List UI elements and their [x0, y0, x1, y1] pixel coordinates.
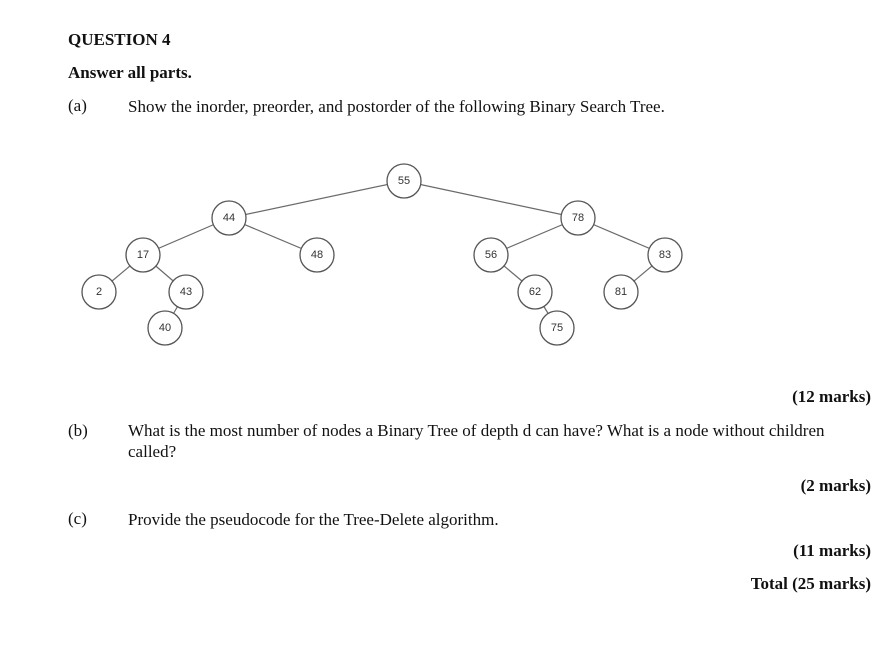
tree-node-2 [82, 275, 116, 309]
part-b-marks: (2 marks) [800, 476, 871, 495]
tree-node-label: 40 [158, 322, 172, 334]
tree-node-label: 44 [222, 212, 236, 224]
tree-node-40 [148, 311, 182, 345]
tree-node-label: 83 [658, 249, 672, 261]
question-instruction: Answer all parts. [68, 63, 192, 82]
tree-edge-55-44 [229, 181, 404, 218]
tree-node-label: 56 [484, 249, 498, 261]
tree-node-56 [474, 238, 508, 272]
tree-node-label: 81 [614, 286, 628, 298]
tree-node-43 [169, 275, 203, 309]
tree-nodes [82, 164, 682, 345]
part-a-text: Show the inorder, preorder, and postorder of the following Binary Search Tree. [128, 97, 665, 116]
tree-node-81 [604, 275, 638, 309]
tree-node-83 [648, 238, 682, 272]
tree-node-44 [212, 201, 246, 235]
tree-edge-55-78 [404, 181, 578, 218]
part-c-marks: (11 marks) [793, 541, 871, 560]
tree-node-label: 2 [95, 286, 103, 298]
tree-node-label: 75 [550, 322, 564, 334]
tree-node-label: 43 [179, 286, 193, 298]
tree-node-75 [540, 311, 574, 345]
part-b-text: What is the most number of nodes a Binary Tree of depth d can have? What is a node without children called? [128, 421, 825, 461]
part-a-marks: (12 marks) [792, 387, 871, 406]
tree-node-55 [387, 164, 421, 198]
tree-node-label: 48 [310, 249, 324, 261]
total-marks: Total (25 marks) [750, 574, 871, 593]
tree-node-label: 78 [571, 212, 585, 224]
part-c-label: (c) [68, 509, 87, 528]
tree-node-label: 62 [528, 286, 542, 298]
tree-node-62 [518, 275, 552, 309]
part-b-label: (b) [68, 421, 88, 440]
part-a-label: (a) [68, 96, 87, 115]
binary-search-tree-diagram [0, 150, 887, 360]
question-title: QUESTION 4 [68, 30, 171, 49]
tree-node-label: 55 [397, 175, 411, 187]
tree-node-17 [126, 238, 160, 272]
tree-node-78 [561, 201, 595, 235]
tree-node-48 [300, 238, 334, 272]
part-c-text: Provide the pseudocode for the Tree-Delete algorithm. [128, 510, 499, 529]
tree-node-label: 17 [136, 249, 150, 261]
